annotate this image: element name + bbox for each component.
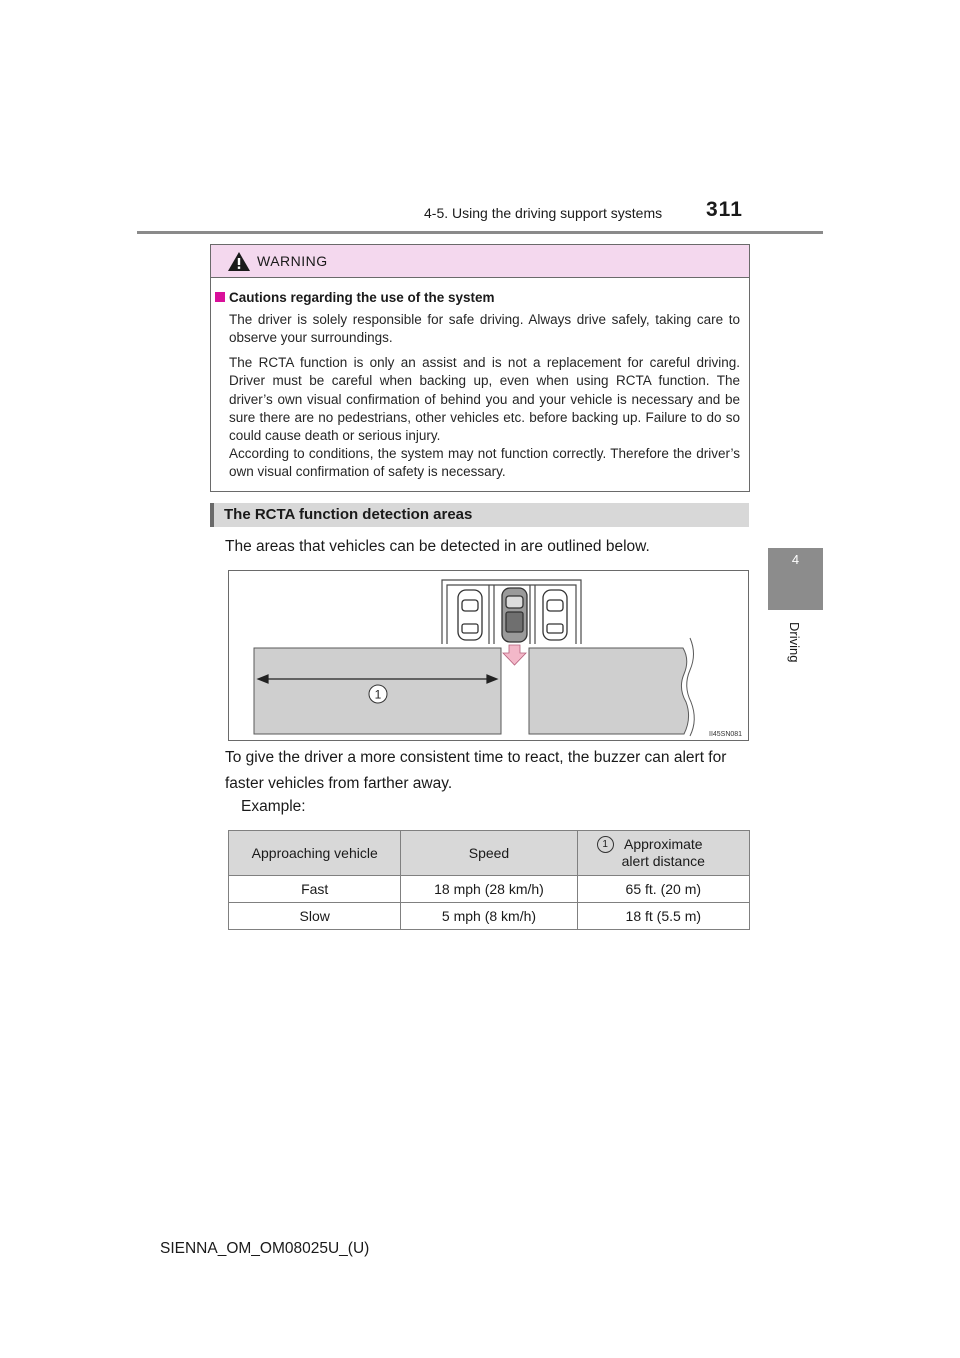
callout-circle-icon: 1 [597,836,614,853]
parked-car-right [543,590,567,640]
header-section-title: 4-5. Using the driving support systems [424,205,663,221]
header-rule [137,231,823,234]
warning-heading-text: Cautions regarding the use of the system [229,290,495,305]
distance-header-line2: alert distance [621,853,705,869]
warning-heading [215,290,495,305]
warning-title: WARNING [257,253,328,269]
example-label: Example: [241,798,306,815]
cell-vehicle: Fast [229,876,401,903]
warning-triangle-icon [227,251,251,272]
callout-label: 1 [374,687,382,702]
cell-speed: 5 mph (8 km/h) [401,903,577,930]
section-intro: The areas that vehicles can be detected in are outlined below. [225,538,650,555]
detection-area-right [529,648,689,734]
cell-distance: 18 ft (5.5 m) [577,903,749,930]
detection-area-diagram [228,570,749,741]
warning-paragraph-2: The RCTA function is only an assist and is not a replacement for careful driving. Driver must be careful when backing up, even when using RCTA function. The driver’s own visual confirmation of behind you and your vehicle is necessary and be sure there are no pedestrians, other vehicles etc. before backing up. Failure to do so could cause death or serious injury. [229,355,740,444]
section-heading-text: The RCTA function detection areas [224,506,473,523]
cell-speed: 18 mph (28 km/h) [401,876,577,903]
chapter-tab [768,548,823,610]
chapter-number: 4 [791,552,800,567]
alert-distance-table [228,830,750,930]
section-heading [210,503,749,527]
distance-header-text [602,836,705,870]
header-speed: Speed [401,831,577,876]
section-heading-bar [210,503,214,527]
image-code: II45SN081 [709,731,743,738]
header-distance [577,831,749,876]
table-row [229,903,750,930]
warning-header [211,245,749,278]
parked-car-left [458,590,482,640]
own-vehicle [502,588,527,642]
header-vehicle: Approaching vehicle [229,831,401,876]
reaction-time-text: To give the driver a more consistent time to react, the buzzer can alert for faster vehicles from farther away. [225,749,727,792]
warning-paragraph-1: The driver is solely responsible for safe driving. Always drive safely, taking care to observe your surroundings. [229,312,740,346]
table-header-row [229,831,750,876]
bullet-square-icon [215,292,225,302]
page-number: 311 [706,198,743,221]
footer-doc-id: SIENNA_OM_OM08025U_(U) [160,1240,370,1257]
cell-vehicle: Slow [229,903,401,930]
warning-paragraph-3: According to conditions, the system may not function correctly. Therefore the driver’s own visual confirmation of safety is necessary. [229,446,740,480]
warning-box [210,244,750,492]
chapter-label: Driving [787,622,802,663]
distance-header-line1: Approximate [623,836,703,852]
cell-distance: 65 ft. (20 m) [577,876,749,903]
table-row [229,876,750,903]
